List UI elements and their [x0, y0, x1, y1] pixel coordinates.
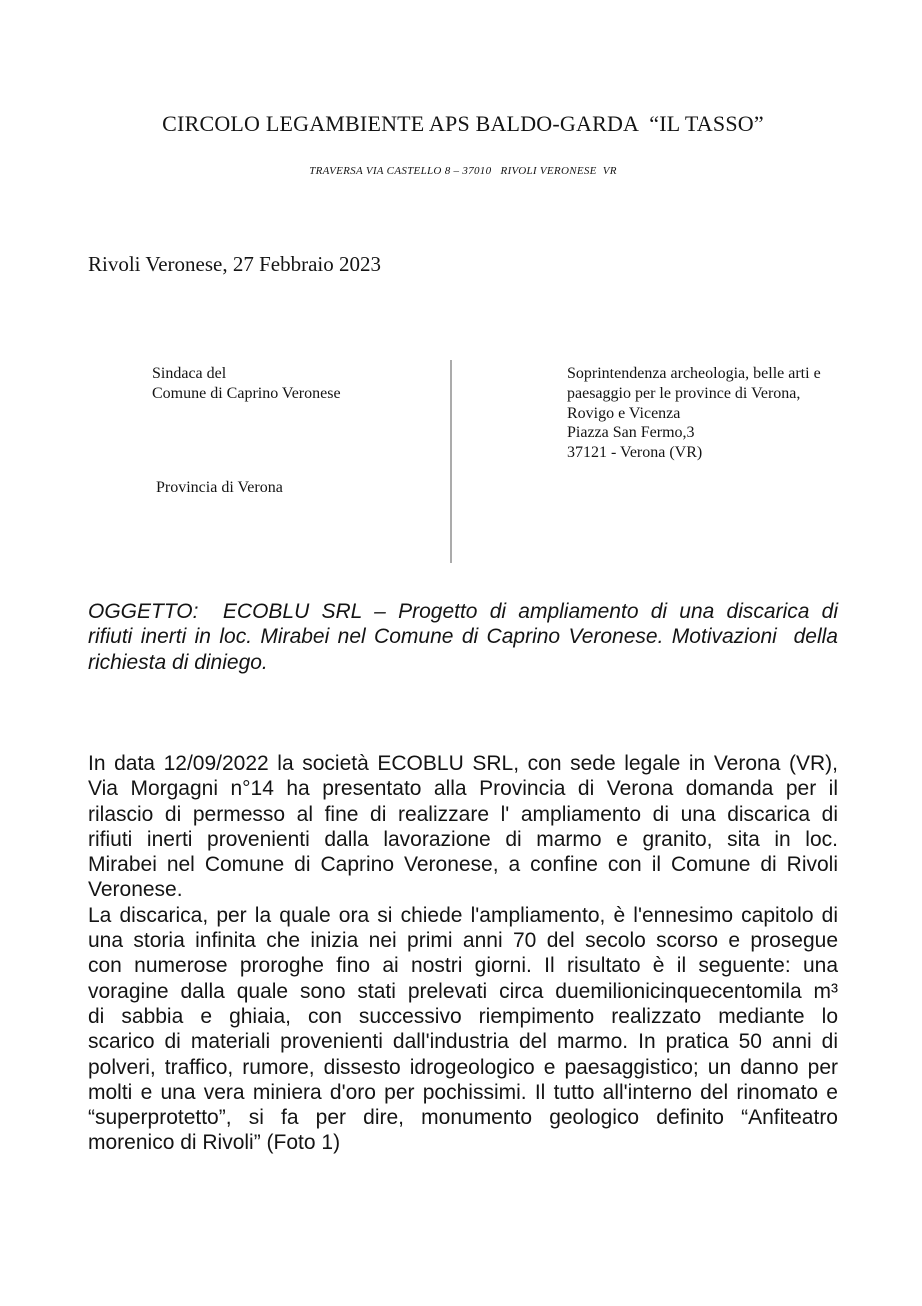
recipient-primary: [152, 364, 341, 404]
text-line: OGGETTO: ECOBLU SRL – Progetto di ampliamento di una discarica di: [88, 600, 838, 623]
text-line: Veronese.: [88, 878, 183, 902]
text-line: Sindaca del: [152, 365, 227, 382]
text-line: rilascio di permesso al fine di realizzare l' ampliamento di una discarica di: [88, 802, 838, 826]
text-line: “superprotetto”, si fa per dire, monumento geologico definito “Anfiteatro: [88, 1106, 838, 1130]
body-text: [88, 751, 838, 1156]
text-line: molti e una vera miniera d'oro per pochissimi. Il tutto all'interno del rinomato e: [88, 1080, 838, 1104]
text-line: La discarica, per la quale ora si chiede l'ampliamento, è l'ennesimo capitolo di: [88, 903, 838, 927]
text-line: morenico di Rivoli” (Foto 1): [88, 1131, 341, 1155]
text-line: rifiuti inerti provenienti dalla lavorazione di marmo e granito, sita in loc.: [88, 827, 838, 851]
recipient-soprintendenza: [567, 364, 821, 463]
vertical-divider: [450, 360, 452, 563]
recipient-secondary: Provincia di Verona: [156, 479, 283, 496]
text-line: 37121 - Verona (VR): [567, 444, 703, 462]
text-line: Mirabei nel Comune di Caprino Veronese, a confine con il Comune di Rivoli: [88, 853, 838, 877]
text-line: una storia infinita che inizia nei primi anni 70 del secolo scorso e prosegue: [88, 929, 838, 953]
text-line: In data 12/09/2022 la società ECOBLU SRL, con sede legale in Verona (VR),: [88, 752, 838, 775]
organization-title: CIRCOLO LEGAMBIENTE APS BALDO-GARDA “IL TASSO”: [162, 111, 764, 136]
text-line: scarico di materiali provenienti dall'industria del marmo. In pratica 50 anni di: [88, 1030, 838, 1054]
text-line: voragine dalla quale sono stati prelevati circa duemilionicinquecentomila m³: [88, 979, 838, 1003]
text-line: con numerose proroghe fino ai nostri giorni. Il risultato è il seguente: una: [88, 954, 838, 978]
text-line: rifiuti inerti in loc. Mirabei nel Comune di Caprino Veronese. Motivazioni della: [88, 625, 838, 649]
subject-block: [88, 599, 838, 675]
text-line: Via Morgagni n°14 ha presentato alla Provincia di Verona domanda per il: [88, 777, 838, 801]
date-line: Rivoli Veronese, 27 Febbraio 2023: [88, 252, 381, 276]
text-line: Piazza San Fermo,3: [567, 424, 695, 442]
text-line: polveri, traffico, rumore, dissesto idrogeologico e paesaggistico; un danno per: [88, 1055, 838, 1079]
text-line: richiesta di diniego.: [88, 650, 268, 674]
text-line: Rovigo e Vicenza: [567, 404, 681, 422]
organization-address: TRAVERSA VIA CASTELLO 8 – 37010 RIVOLI VERONESE VR: [309, 165, 617, 177]
text-line: paesaggio per le province di Verona,: [567, 384, 801, 402]
text-line: Comune di Caprino Veronese: [152, 385, 341, 402]
text-line: di sabbia e ghiaia, con successivo riempimento realizzato mediante lo: [88, 1004, 838, 1028]
text-line: Soprintendenza archeologia, belle arti e: [567, 365, 821, 382]
